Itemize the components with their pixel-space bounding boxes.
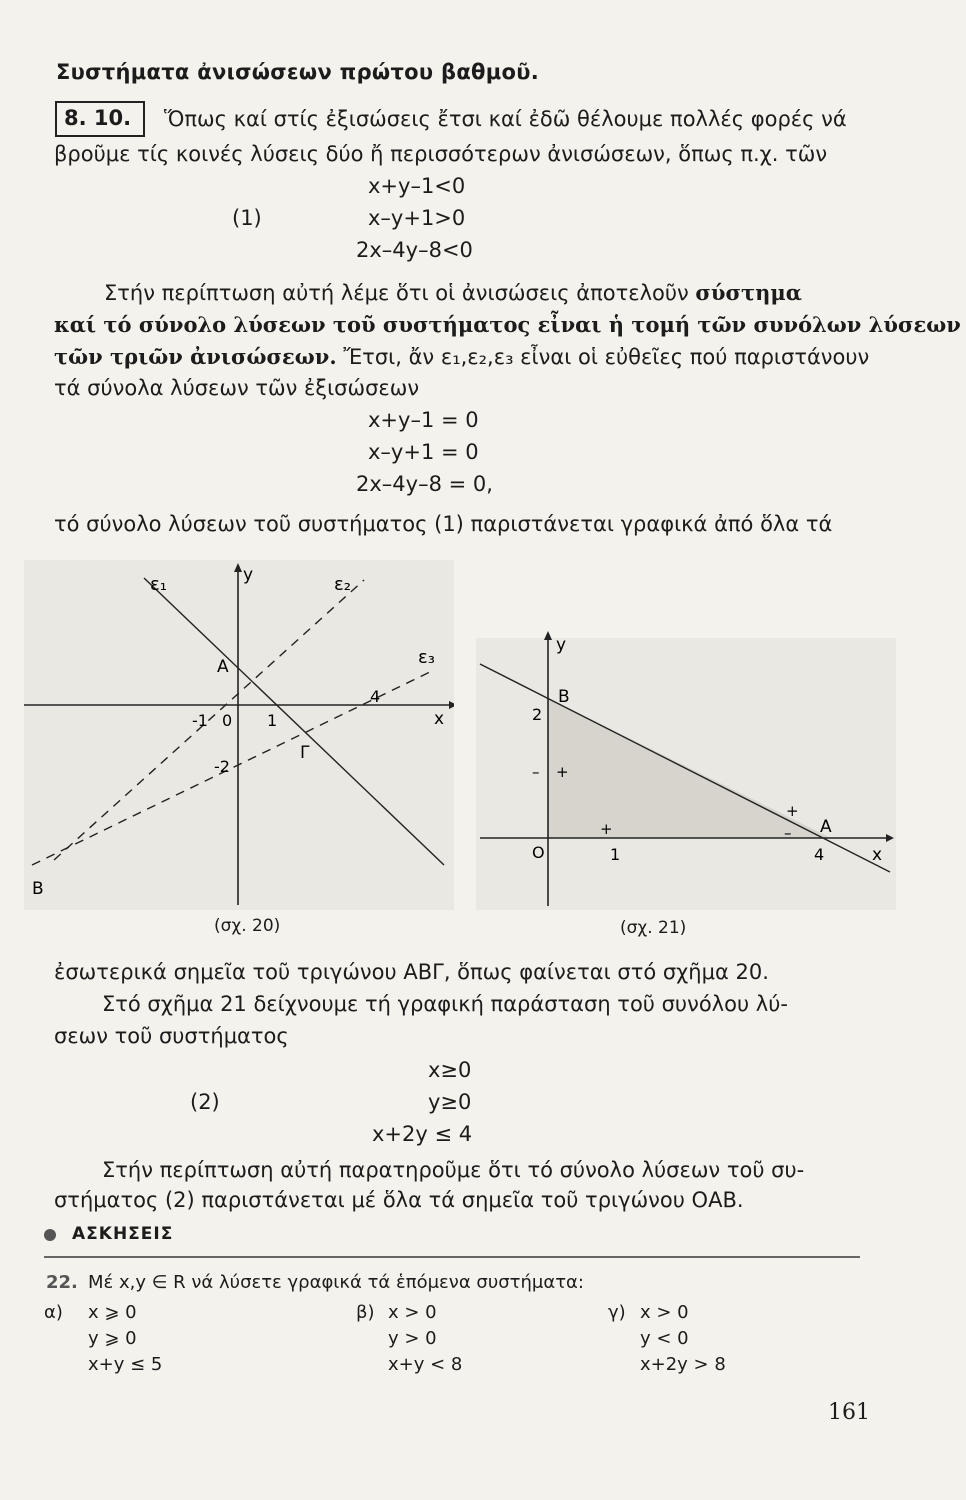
fig21-plus-1: + bbox=[556, 763, 569, 781]
equation-1: x+y–1 = 0 bbox=[368, 408, 479, 432]
fig20-caption: (σχ. 20) bbox=[214, 916, 281, 936]
para5-line-1: Στήν περίπτωση αὐτή παρατηροῦμε ὅτι τό σύνολο λύσεων τοῦ συ- bbox=[102, 1158, 805, 1182]
exercise-c-row-3: x+2y > 8 bbox=[640, 1354, 726, 1375]
page-number: 161 bbox=[828, 1400, 870, 1425]
para1-line-4: τά σύνολα λύσεων τῶν ἐξισώσεων bbox=[54, 376, 420, 400]
section-heading: Συστήματα ἀνισώσεων πρώτου βαθμοῦ. bbox=[56, 60, 540, 84]
figure-21 bbox=[476, 628, 896, 910]
system1-row-1: x+y–1<0 bbox=[368, 174, 466, 198]
exercise-a-row-3: x+y ≤ 5 bbox=[88, 1354, 163, 1375]
figure-20 bbox=[24, 560, 454, 910]
fig21-label-B: B bbox=[558, 687, 570, 707]
bullet-icon bbox=[44, 1229, 56, 1241]
fig20-label-y: y bbox=[243, 565, 254, 585]
fig21-y-arrow bbox=[544, 631, 552, 640]
exercise-a-row-1: x ⩾ 0 bbox=[88, 1302, 137, 1323]
exercise-c-row-2: y < 0 bbox=[640, 1328, 689, 1349]
fig20-label-A: A bbox=[217, 657, 229, 677]
section-number: 8. 10. bbox=[64, 106, 132, 130]
intro-line-1: Ὅπως καί στίς ἐξισώσεις ἔτσι καί ἐδῶ θέλουμε πολλές φορές νά bbox=[164, 107, 847, 131]
system1-label: (1) bbox=[232, 206, 262, 230]
para1-bold-end: τῶν τριῶν ἀνισώσεων. bbox=[54, 344, 337, 369]
fig20-tick-m2: -2 bbox=[214, 757, 230, 776]
para1-text-2: Ἔτσι, ἄν ε₁,ε₂,ε₃ εἶναι οἱ εὐθεῖες πού παριστάνουν bbox=[336, 345, 870, 369]
equation-2: x–y+1 = 0 bbox=[368, 440, 479, 464]
system2-row-1: x≥0 bbox=[428, 1058, 472, 1082]
system1-row-2: x–y+1>0 bbox=[368, 206, 466, 230]
exercise-number: 22. bbox=[46, 1272, 78, 1293]
intro-line-2: βροῦμε τίς κοινές λύσεις δύο ἤ περισσότερων ἀνισώσεων, ὅπως π.χ. τῶν bbox=[54, 142, 828, 166]
fig20-background bbox=[24, 560, 454, 910]
para1-text: Στήν περίπτωση αὐτή λέμε ὅτι οἱ ἀνισώσεις ἀποτελοῦν bbox=[104, 281, 696, 305]
exercise-b-row-1: x > 0 bbox=[388, 1302, 437, 1323]
fig21-plus-3: + bbox=[786, 802, 799, 820]
system2-row-3: x+2y ≤ 4 bbox=[372, 1122, 473, 1146]
fig20-label-e2: ε₂ bbox=[334, 574, 351, 595]
fig20-label-e1: ε₁ bbox=[150, 574, 167, 595]
exercises-title: ΑΣΚΗΣΕΙΣ bbox=[72, 1224, 174, 1244]
fig21-tick-2: 2 bbox=[532, 705, 543, 724]
para4-line-2: σεων τοῦ συστήματος bbox=[54, 1024, 289, 1048]
exercise-b-row-3: x+y < 8 bbox=[388, 1354, 463, 1375]
para2: τό σύνολο λύσεων τοῦ συστήματος (1) παριστάνεται γραφικά ἀπό ὅλα τά bbox=[54, 512, 833, 536]
para1-bold-term: σύστημα bbox=[695, 280, 802, 305]
fig21-label-y: y bbox=[556, 635, 567, 655]
fig21-minus-2: – bbox=[784, 824, 792, 842]
system2-label: (2) bbox=[190, 1090, 220, 1114]
exercise-a-row-2: y ⩾ 0 bbox=[88, 1328, 137, 1349]
system2-row-2: y≥0 bbox=[428, 1090, 472, 1114]
exercises-divider bbox=[44, 1256, 860, 1258]
fig20-tick-0: 0 bbox=[222, 711, 233, 730]
fig20-tick-4: 4 bbox=[370, 687, 381, 706]
para3: ἐσωτερικά σημεῖα τοῦ τριγώνου ΑΒΓ, ὅπως φαίνεται στό σχῆμα 20. bbox=[54, 960, 769, 984]
para1-line-3 bbox=[54, 344, 874, 369]
fig21-plus-2: + bbox=[600, 820, 613, 838]
fig20-tick-m1: -1 bbox=[192, 711, 208, 730]
exercise-a-label: α) bbox=[44, 1302, 63, 1323]
fig21-minus-1: – bbox=[532, 763, 540, 781]
exercise-c-row-1: x > 0 bbox=[640, 1302, 689, 1323]
fig21-caption: (σχ. 21) bbox=[620, 918, 687, 938]
equation-3: 2x–4y–8 = 0, bbox=[356, 472, 493, 496]
system1-row-3: 2x–4y–8<0 bbox=[356, 238, 473, 262]
para4-line-1: Στό σχῆμα 21 δείχνουμε τή γραφική παράσταση τοῦ συνόλου λύ- bbox=[102, 992, 788, 1016]
fig20-label-G: Γ bbox=[300, 743, 310, 763]
fig21-label-O: O bbox=[532, 843, 545, 862]
fig20-label-e3: ε₃ bbox=[418, 647, 435, 668]
exercise-b-label: β) bbox=[356, 1302, 375, 1323]
exercise-c-label: γ) bbox=[608, 1302, 626, 1323]
exercise-b-row-2: y > 0 bbox=[388, 1328, 437, 1349]
fig21-tick-1: 1 bbox=[610, 845, 621, 864]
fig20-label-B: B bbox=[32, 879, 44, 899]
fig20-tick-1: 1 bbox=[267, 711, 278, 730]
fig21-tick-4: 4 bbox=[814, 845, 825, 864]
para1-line-2: καί τό σύνολο λύσεων τοῦ συστήματος εἶναι ἡ τομή τῶν συνόλων λύσεων bbox=[54, 312, 961, 337]
exercise-intro: Μέ x,y ∈ R νά λύσετε γραφικά τά ἑπόμενα συστήματα: bbox=[88, 1272, 584, 1293]
para5-line-2: στήματος (2) παριστάνεται μέ ὅλα τά σημεῖα τοῦ τριγώνου ΟΑΒ. bbox=[54, 1188, 744, 1212]
para1-line-1 bbox=[104, 280, 924, 305]
fig21-label-x: x bbox=[872, 845, 883, 865]
fig20-label-x: x bbox=[434, 709, 445, 729]
fig21-label-A: A bbox=[820, 817, 832, 837]
